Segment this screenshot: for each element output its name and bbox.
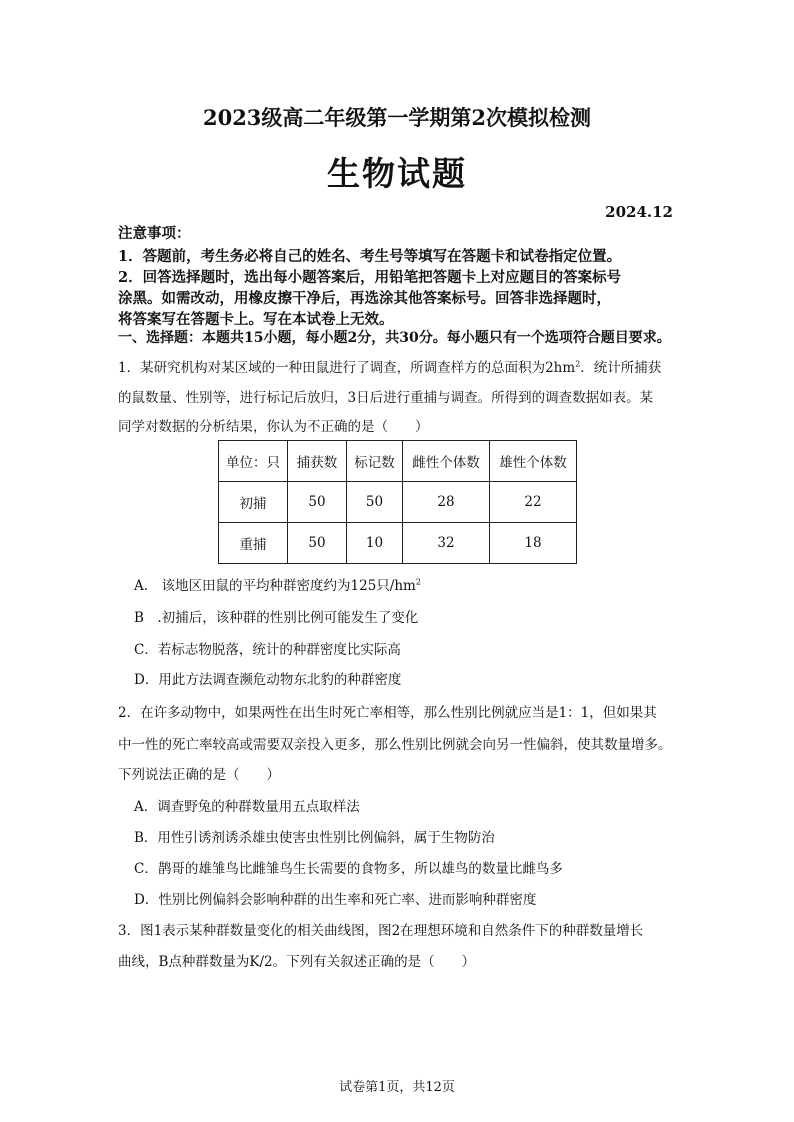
q2-option-c: C．鹊哥的雄雏鸟比雌雏鸟生长需要的食物多，所以雄鸟的数量比雌鸟多 xyxy=(134,861,563,877)
table-cell: 重捕 xyxy=(219,523,288,564)
notice-line-3: 涂黑。如需改动，用橡皮擦干净后，再选涂其他答案标号。回答非选择题时， xyxy=(118,290,611,307)
table-header-cell: 单位：只 xyxy=(219,441,288,482)
exam-title: 2023级高二年级第一学期第2次模拟检测 xyxy=(202,105,592,130)
q2-option-b: B．用性引诱剂诱杀雄虫使害虫性别比例偏斜，属于生物防治 xyxy=(134,830,495,846)
table-cell: 22 xyxy=(490,482,577,523)
q1-line-3: 同学对数据的分析结果，你认为不正确的是（ ） xyxy=(118,419,429,435)
table-cell: 28 xyxy=(403,482,490,523)
q2-line-2: 中一性的死亡率较高或需要双亲投入更多，那么性别比例就会向另一性偏斜，使其数量增多。 xyxy=(118,737,672,753)
notice-line-2: 2．回答选择题时，选出每小题答案后，用铅笔把答题卡上对应题目的答案标号 xyxy=(118,269,622,286)
table-header-cell: 雌性个体数 xyxy=(403,441,490,482)
subject-title: 生物试题 xyxy=(327,154,467,193)
table-cell: 50 xyxy=(347,482,403,523)
table-cell: 18 xyxy=(490,523,577,564)
section-heading: 一、选择题：本题共15小题，每小题2分，共30分。每小题只有一个选项符合题目要求。 xyxy=(118,330,671,346)
table-cell: 初捕 xyxy=(219,482,288,523)
q1-option-c: C．若标志物脱落，统计的种群密度比实际高 xyxy=(134,642,401,658)
table-cell: 32 xyxy=(403,523,490,564)
notice-line-4: 将答案写在答题卡上。写在本试卷上无效。 xyxy=(118,311,394,328)
q2-option-a: A．调查野兔的种群数量用五点取样法 xyxy=(134,799,360,815)
page-footer: 试卷第1页，共12页 xyxy=(339,1080,455,1095)
table-cell: 50 xyxy=(288,482,347,523)
q2-line-1: 2．在许多动物中，如果两性在出生时死亡率相等，那么性别比例就应当是1：1，但如果其 xyxy=(118,705,657,721)
notice-heading: 注意事项： xyxy=(118,225,191,242)
q3-line-1: 3．图1表示某种群数量变化的相关曲线图，图2在理想环境和自然条件下的种群数量增长 xyxy=(118,923,644,939)
q2-line-3: 下列说法正确的是（ ） xyxy=(118,767,280,783)
table-row xyxy=(219,482,577,523)
table-header-cell: 雄性个体数 xyxy=(490,441,577,482)
q3-line-2: 曲线，B点种群数量为K/2。下列有关叙述正确的是（ ） xyxy=(118,954,476,970)
q2-option-d: D．性别比例偏斜会影响种群的出生率和死亡率、进而影响种群密度 xyxy=(134,892,537,908)
q1-option-b: B .初捕后，该种群的性别比例可能发生了变化 xyxy=(134,610,419,626)
table-cell: 50 xyxy=(288,523,347,564)
q1-option-d: D．用此方法调查濒危动物东北豹的种群密度 xyxy=(134,672,402,688)
q1-line-2: 的鼠数量、性别等，进行标记后放归，3日后进行重捕与调查。所得到的调查数据如表。某 xyxy=(118,390,654,406)
table-header-cell: 捕获数 xyxy=(288,441,347,482)
table-header-cell: 标记数 xyxy=(347,441,403,482)
table-header-row xyxy=(219,441,577,482)
survey-table xyxy=(218,440,577,564)
table-cell: 10 xyxy=(347,523,403,564)
notice-line-1: 1．答题前，考生务必将自己的姓名、考生号等填写在答题卡和试卷指定位置。 xyxy=(118,248,622,265)
exam-date: 2024.12 xyxy=(605,203,673,221)
table-row xyxy=(219,523,577,564)
q1-option-a: A. 该地区田鼠的平均种群密度约为125只$/hm^2$ xyxy=(134,577,421,594)
q1-line-1: 1．某研究机构对某区域的一种田鼠进行了调查，所调查样方的总面积为$2hm^2$．统计所捕获 xyxy=(118,359,662,376)
